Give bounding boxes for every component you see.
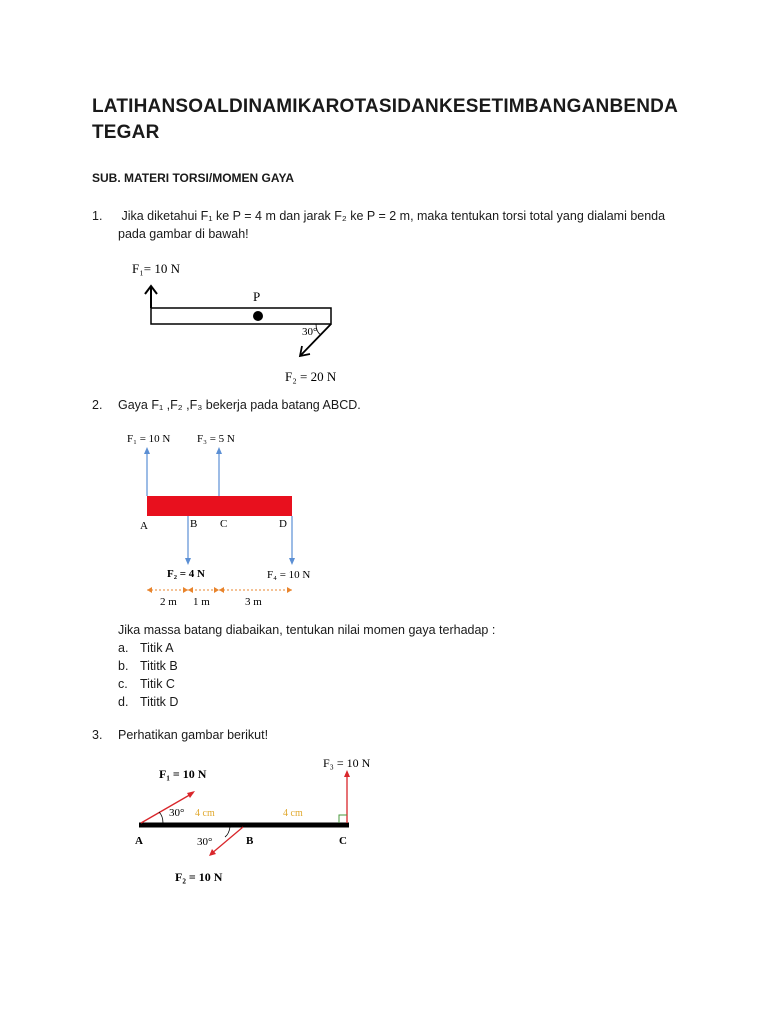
q3-angle-arc-top: [159, 812, 163, 823]
q3-f2-label: F₂ = 10 N: [175, 870, 223, 884]
q2-question: Jika massa batang diabaikan, tentukan nilai momen gaya terhadap :: [118, 623, 496, 637]
q3-f1-arrowhead: [187, 791, 195, 798]
title-word: DAN: [397, 96, 439, 117]
q2-point-a: A: [140, 520, 148, 532]
option-item: [118, 657, 318, 675]
option-text: Tititk D: [140, 695, 179, 709]
q3-angle-bottom: 30°: [197, 836, 213, 848]
q2-f4-label: F₄ = 10 N: [267, 569, 311, 581]
q1-figure: [120, 255, 370, 390]
q2-f2-label: F₂ = 4 N: [167, 568, 205, 580]
q2-distance-ab: 2 m: [160, 596, 177, 608]
q2-f1-label: F₁ = 10 N: [127, 433, 171, 445]
q2-distance-cd: 3 m: [245, 596, 262, 608]
option-text: Titik A: [140, 641, 174, 655]
q2-f3-arrowhead: [216, 447, 222, 454]
subheading: SUB. MATERI TORSI/MOMEN GAYA: [92, 171, 295, 185]
q1-p-label: P: [253, 289, 261, 304]
option-letter: d.: [118, 695, 129, 709]
q3-angle-top: 30°: [169, 807, 185, 819]
q3-f3-label: F₃ = 10 N: [323, 756, 371, 770]
q1-rod: [151, 308, 331, 324]
q1-text-line-1: Jika diketahui F₁ ke P = 4 m dan jarak F₂ ke P = 2 m, maka tentukan torsi total yang dialami benda: [118, 209, 666, 223]
q2-number: 2.: [92, 398, 103, 412]
option-item: [118, 693, 318, 711]
q1-f1-label: F₁= 10 N: [132, 261, 180, 276]
q3-figure: [125, 750, 390, 888]
option-item: [118, 675, 318, 693]
q2-f4-arrowhead: [289, 558, 295, 565]
q3-f1-label: F₁ = 10 N: [159, 767, 207, 781]
title-word: LATIHAN: [92, 96, 176, 117]
q3-angle-arc-bottom: [225, 827, 230, 837]
option-text: Titik C: [140, 677, 175, 691]
title-word: SOAL: [175, 96, 229, 117]
q2-rod: [147, 496, 292, 516]
title-line-1: [92, 94, 678, 120]
q3-f3-arrowhead: [344, 770, 350, 777]
q2-f3-label: F₃ = 5 N: [197, 433, 235, 445]
option-item: [118, 639, 318, 657]
option-letter: a.: [118, 641, 129, 655]
q2-distance-bc: 1 m: [193, 596, 210, 608]
q2-point-c: C: [220, 518, 228, 530]
q3-f2-arrow: [211, 827, 243, 854]
q3-text: Perhatikan gambar berikut!: [118, 728, 269, 742]
q1-pivot-point: [253, 311, 263, 321]
title-word: DINAMIKA: [229, 96, 326, 117]
title-word: ROTASI: [325, 96, 398, 117]
option-letter: b.: [118, 659, 129, 673]
q3-dist2: 4 cm: [283, 808, 303, 819]
q3-point-a: A: [135, 835, 143, 847]
page-title: [92, 94, 678, 146]
q3-f1-arrow: [141, 793, 193, 823]
q2-point-d: D: [279, 518, 287, 530]
q2-figure: [120, 428, 330, 613]
q2-text: Gaya F₁ ,F₂ ,F₃ bekerja pada batang ABCD.: [118, 398, 361, 412]
q2-dim-arrow: [188, 587, 193, 593]
q1-angle-label: 30°: [302, 326, 318, 338]
q3-dist1: 4 cm: [195, 808, 215, 819]
q2-options: [118, 639, 318, 711]
title-line-2: TEGAR: [92, 122, 160, 143]
q3-right-angle-mark: [339, 815, 347, 823]
q1-text: [118, 207, 683, 243]
q3-point-b: B: [246, 835, 254, 847]
q2-dim-arrow: [219, 587, 224, 593]
q1-number: 1.: [92, 209, 103, 223]
q2-dim-arrow: [183, 587, 188, 593]
q1-text-line-2: pada gambar di bawah!: [118, 227, 249, 241]
q2-point-b: B: [190, 518, 198, 530]
q2-dim-arrow: [214, 587, 219, 593]
title-word: KESETIMBANGAN: [438, 96, 610, 117]
q3-number: 3.: [92, 728, 103, 742]
title-word: BENDA: [609, 96, 678, 117]
option-letter: c.: [118, 677, 128, 691]
q2-dim-arrow: [147, 587, 152, 593]
q2-f1-arrowhead: [144, 447, 150, 454]
q2-dim-arrow: [287, 587, 292, 593]
q2-f2-arrowhead: [185, 558, 191, 565]
option-text: Tititk B: [140, 659, 178, 673]
q1-f2-label: F₂ = 20 N: [285, 369, 337, 384]
q3-point-c: C: [339, 835, 347, 847]
